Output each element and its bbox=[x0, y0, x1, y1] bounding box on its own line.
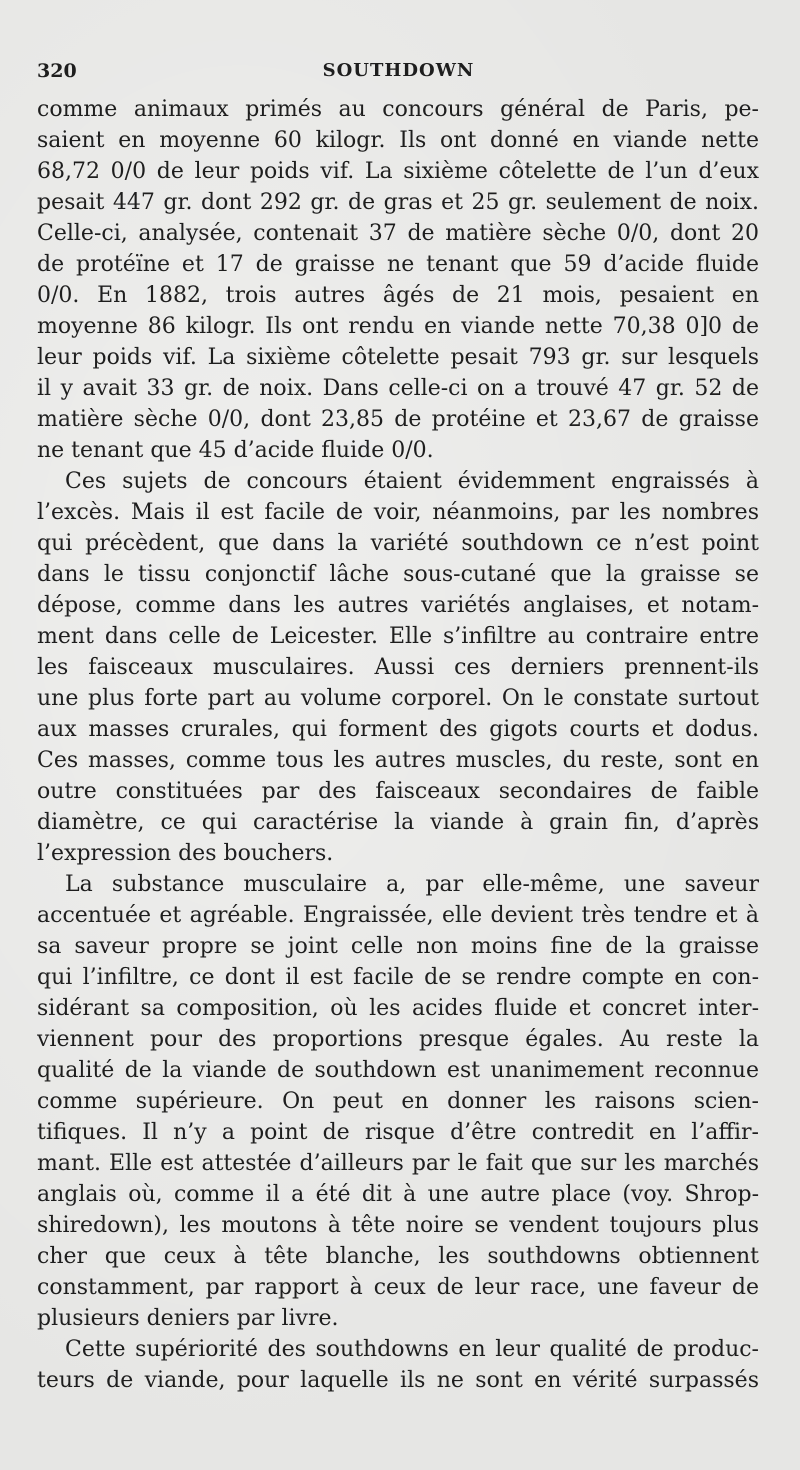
page-number: 320 bbox=[37, 60, 77, 82]
paragraph-first-line: Ces sujets de concours étaient évidemment engraissés à bbox=[65, 469, 759, 494]
text-line: matière sèche 0/0, dont 23,85 de protéine et 23,67 de graisse bbox=[37, 407, 759, 432]
text-line: teurs de viande, pour laquelle ils ne sont en vérité surpassés bbox=[37, 1368, 759, 1393]
text-line: 68,72 0/0 de leur poids vif. La sixième côtelette de l’un d’eux bbox=[37, 159, 759, 184]
text-line: viennent pour des proportions presque égales. Au reste la bbox=[37, 1027, 759, 1052]
text-line: accentuée et agréable. Engraissée, elle devient très tendre et à bbox=[37, 903, 759, 928]
text-line: l’expression des bouchers. bbox=[37, 841, 334, 866]
text-line: 0/0. En 1882, trois autres âgés de 21 mois, pesaient en bbox=[37, 283, 759, 308]
text-line: l’excès. Mais il est facile de voir, néanmoins, par les nombres bbox=[37, 500, 759, 525]
text-line: saient en moyenne 60 kilogr. Ils ont donné en viande nette bbox=[37, 128, 759, 153]
text-line: une plus forte part au volume corporel. On le constate surtout bbox=[37, 686, 759, 711]
text-line: de protéïne et 17 de graisse ne tenant que 59 d’acide fluide bbox=[37, 252, 759, 277]
paragraph-first-line: Cette supériorité des southdowns en leur qualité de produc- bbox=[65, 1337, 759, 1362]
text-line: sa saveur propre se joint celle non moins fine de la graisse bbox=[37, 934, 759, 959]
text-line: comme supérieure. On peut en donner les raisons scien- bbox=[37, 1089, 759, 1114]
text-line: qualité de la viande de southdown est unanimement reconnue bbox=[37, 1058, 759, 1083]
text-line: pesait 447 gr. dont 292 gr. de gras et 25 gr. seulement de noix. bbox=[37, 190, 759, 215]
text-line: anglais où, comme il a été dit à une autre place (voy. Shrop- bbox=[37, 1182, 759, 1207]
text-line: il y avait 33 gr. de noix. Dans celle-ci on a trouvé 47 gr. 52 de bbox=[37, 376, 759, 401]
text-line: aux masses crurales, qui forment des gigots courts et dodus. bbox=[37, 717, 759, 742]
text-line: ment dans celle de Leicester. Elle s’infiltre au contraire entre bbox=[37, 624, 759, 649]
text-line: qui précèdent, que dans la variété southdown ce n’est point bbox=[37, 531, 759, 556]
page-header bbox=[37, 60, 760, 84]
text-line: les faisceaux musculaires. Aussi ces derniers prennent-ils bbox=[37, 655, 759, 680]
text-line: shiredown), les moutons à tête noire se vendent toujours plus bbox=[37, 1213, 759, 1238]
text-line: dépose, comme dans les autres variétés anglaises, et notam- bbox=[37, 593, 759, 618]
text-line: ne tenant que 45 d’acide fluide 0/0. bbox=[37, 438, 434, 463]
paragraph-first-line: La substance musculaire a, par elle-même, une saveur bbox=[65, 872, 759, 897]
text-line: tifiques. Il n’y a point de risque d’être contredit en l’affir- bbox=[37, 1120, 759, 1145]
text-line: cher que ceux à tête blanche, les southdowns obtiennent bbox=[37, 1244, 759, 1269]
text-line: Ces masses, comme tous les autres muscles, du reste, sont en bbox=[37, 748, 759, 773]
text-line: mant. Elle est attestée d’ailleurs par le fait que sur les marchés bbox=[37, 1151, 759, 1176]
text-line: plusieurs deniers par livre. bbox=[37, 1306, 339, 1331]
text-line: constamment, par rapport à ceux de leur race, une faveur de bbox=[37, 1275, 759, 1300]
text-line: outre constituées par des faisceaux secondaires de faible bbox=[37, 779, 759, 804]
body-text bbox=[37, 94, 759, 1396]
text-line: comme animaux primés au concours général de Paris, pe- bbox=[37, 97, 759, 122]
text-line: moyenne 86 kilogr. Ils ont rendu en viande nette 70,38 0]0 de bbox=[37, 314, 759, 339]
text-line: dans le tissu conjonctif lâche sous-cutané que la graisse se bbox=[37, 562, 759, 587]
running-title: SOUTHDOWN bbox=[322, 60, 475, 81]
text-line: Celle-ci, analysée, contenait 37 de matière sèche 0/0, dont 20 bbox=[37, 221, 759, 246]
text-line: qui l’infiltre, ce dont il est facile de se rendre compte en con- bbox=[37, 965, 759, 990]
text-line: sidérant sa composition, où les acides fluide et concret inter- bbox=[37, 996, 759, 1021]
text-line: leur poids vif. La sixième côtelette pesait 793 gr. sur lesquels bbox=[37, 345, 759, 370]
text-line: diamètre, ce qui caractérise la viande à grain fin, d’après bbox=[37, 810, 759, 835]
